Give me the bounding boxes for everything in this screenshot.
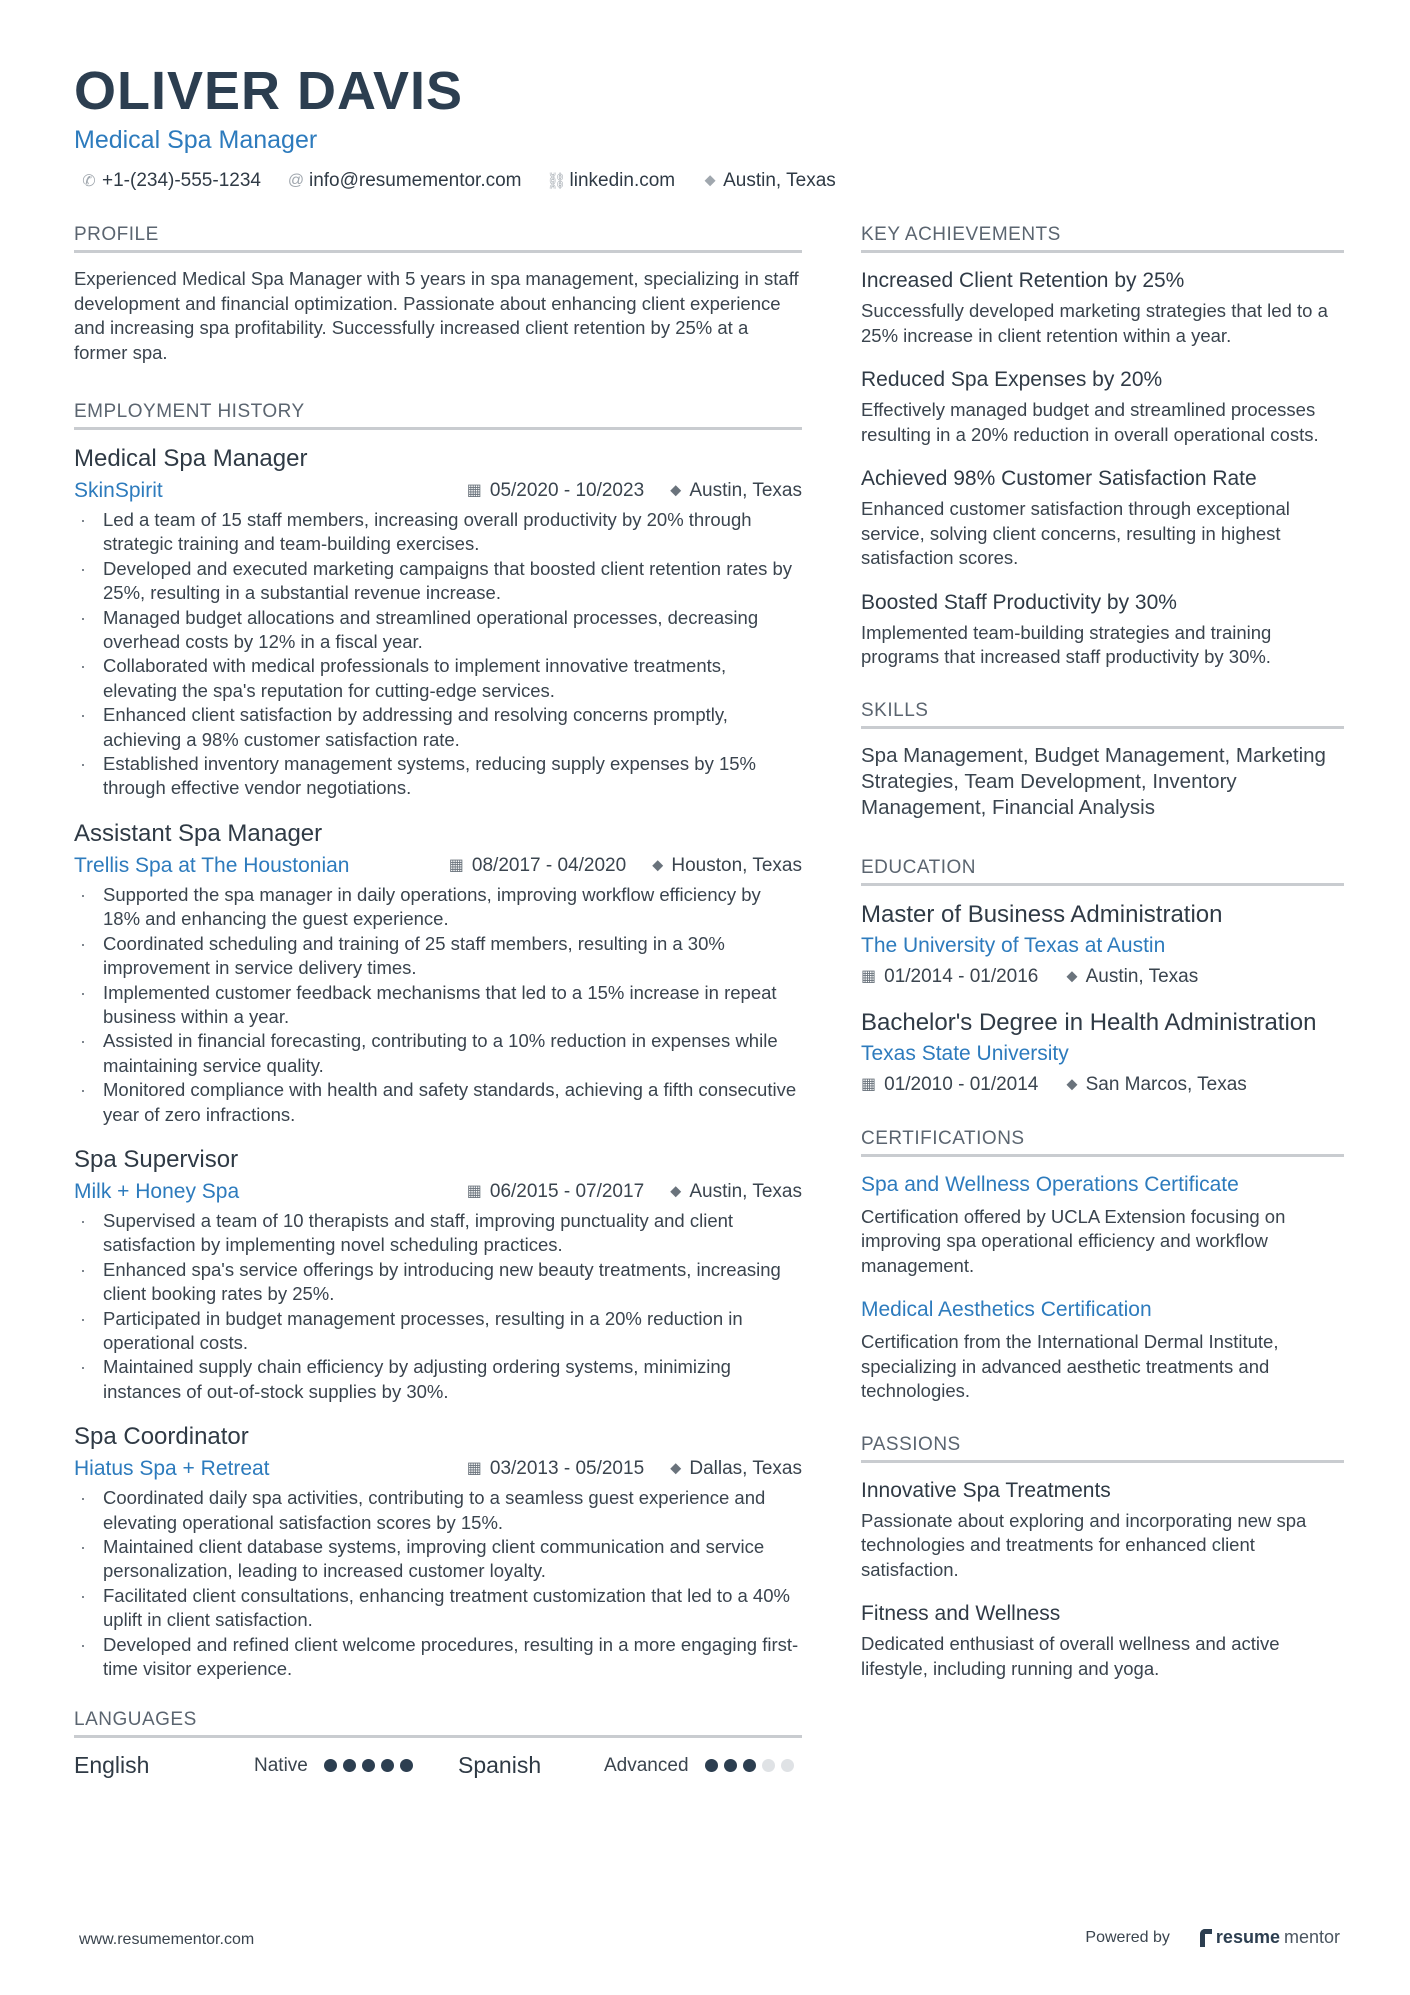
contact-email[interactable] [289,170,522,192]
certification-text: Certification offered by UCLA Extension focusing on improving spa operational efficiency and workflow management. [861,1205,1286,1276]
email-text: info@resumementor.com [308,170,522,191]
company-name: Hiatus Spa + Retreat [74,1457,270,1481]
languages-section [74,1709,802,1779]
right-column [861,224,1344,1717]
education-location-text: San Marcos, Texas [1085,1073,1247,1095]
job-dates-text: 06/2015 - 07/2017 [489,1180,645,1202]
linkedin-text: linkedin.com [569,170,676,191]
job-entry [74,444,802,801]
job-dates-text: 03/2013 - 05/2015 [489,1458,645,1480]
job-location-text: Dallas, Texas [689,1458,802,1480]
rating-dot [743,1759,756,1772]
job-bullet: · Managed budget allocations and streamlined operational processes, decreasing overhead costs by 12% in a fiscal year. [74,606,802,655]
powered-by-text: Powered by [1085,1928,1170,1946]
location-pin-icon: ⬥ [670,1460,682,1478]
company-name: Trellis Spa at The Houstonian [74,853,350,877]
job-location-text: Austin, Texas [689,1180,802,1202]
job-dates [449,853,626,879]
job-meta-right [467,1456,802,1482]
education-location-text: Austin, Texas [1085,965,1199,987]
rating-dot [381,1759,394,1772]
education-item [861,1008,1344,1098]
language-rating [705,1759,794,1772]
education-degree: Master of Business Administration [861,900,1223,928]
education-dates-text: 01/2014 - 01/2016 [884,965,1039,987]
job-bullet: · Supported the spa manager in daily operations, improving workflow efficiency by 18% and enhancing the guest experience. [74,883,802,932]
job-location [670,1179,802,1205]
section-title-education: EDUCATION [861,857,1344,886]
brand-mark-icon [1200,1929,1212,1947]
location-pin-icon: ⬥ [670,482,682,499]
contact-linkedin[interactable] [546,170,676,192]
achievement-text: Implemented team-building strategies and training programs that increased staff productivity by 30%. [861,621,1272,667]
location-pin-icon: ⬥ [670,1182,682,1200]
calendar-icon: ▦ [861,967,877,985]
education-school: The University of Texas at Austin [861,933,1166,957]
education-meta [861,1072,1344,1098]
job-bullet: · Supervised a team of 10 therapists and staff, improving punctuality and client satisfaction by implementing novel scheduling practices. [74,1209,802,1258]
location-pin-icon: ⬥ [1066,967,1078,985]
job-title: Medical Spa Manager [74,445,308,472]
passion-text: Dedicated enthusiast of overall wellness and active lifestyle, including running and yoga. [861,1633,1280,1679]
job-bullet: · Developed and executed marketing campaigns that boosted client retention rates by 25%, resulting in a substantial revenue increase. [74,557,802,606]
job-meta [74,1456,802,1482]
education-location [1066,964,1198,990]
job-title: Spa Coordinator [74,1423,249,1451]
job-bullets [74,1209,802,1404]
job-dates [467,1456,644,1482]
job-dates [467,1179,644,1205]
language-item [458,1752,802,1779]
language-name: Spanish [458,1752,542,1779]
location-text: Austin, Texas [723,170,836,191]
location-pin-icon: ⬥ [704,172,716,189]
rating-dot [400,1759,413,1772]
education-section [861,857,1344,1098]
job-location-text: Austin, Texas [689,480,802,501]
job-bullets [74,508,802,801]
passion-list [861,1477,1344,1682]
contact-bar [74,170,1344,192]
job-bullet: · Participated in budget management processes, resulting in a 20% reduction in operational costs. [74,1307,802,1356]
achievement-title: Increased Client Retention by 25% [861,269,1185,292]
job-location [670,1456,802,1482]
job-meta [74,853,802,879]
rating-dot [324,1759,337,1772]
language-level: Advanced [604,1754,689,1776]
job-meta-right [449,853,802,879]
brand-logo[interactable] [1200,1927,1340,1948]
calendar-icon: ▦ [466,1182,482,1200]
achievement-title: Reduced Spa Expenses by 20% [861,368,1163,391]
education-degree: Bachelor's Degree in Health Administration [861,1008,1317,1036]
job-bullet: · Collaborated with medical professionals to implement innovative treatments, elevating the spa's reputation for cutting-edge services. [74,654,802,703]
job-meta [74,1179,802,1205]
job-location [670,478,802,504]
section-title-achievements: KEY ACHIEVEMENTS [861,224,1344,253]
profile-section [74,224,802,365]
education-dates [861,964,1038,990]
candidate-role: Medical Spa Manager [74,126,318,154]
job-bullet: · Monitored compliance with health and safety standards, achieving a fifth consecutive year of zero infractions. [74,1078,802,1127]
job-bullet: · Developed and refined client welcome procedures, resulting in a more engaging first-time visitor experience. [74,1633,802,1682]
employment-section [74,401,802,1681]
job-entry [74,819,802,1127]
passion-item [861,1600,1344,1681]
job-meta-right [467,478,802,504]
education-dates-text: 01/2010 - 01/2014 [884,1073,1039,1095]
rating-dot [781,1759,794,1772]
phone-icon: ✆ [82,173,96,190]
job-bullet: · Coordinated daily spa activities, contributing to a seamless guest experience and elevating operational satisfaction scores by 15%. [74,1486,802,1535]
certification-text: Certification from the International Dermal Institute, specializing in advanced aesthetic treatments and technologies. [861,1331,1279,1401]
rating-dot [343,1759,356,1772]
resume-page [74,60,1344,1779]
calendar-icon: ▦ [861,1075,877,1093]
footer-branding [1085,1927,1340,1948]
section-title-profile: PROFILE [74,224,802,253]
passions-section [861,1434,1344,1682]
passion-title: Innovative Spa Treatments [861,1478,1111,1502]
job-location-text: Houston, Texas [671,854,802,876]
section-title-skills: SKILLS [861,700,1344,729]
achievement-list [861,267,1344,670]
education-item [861,900,1344,990]
at-icon: @ [287,172,305,189]
education-meta [861,964,1344,990]
calendar-icon: ▦ [466,482,482,499]
language-rating [324,1759,413,1772]
skills-section [861,700,1344,821]
contact-phone [82,170,261,192]
job-title: Assistant Spa Manager [74,819,323,847]
job-bullet: · Coordinated scheduling and training of 25 staff members, resulting in a 30% improvement in service delivery times. [74,932,802,981]
achievement-text: Enhanced customer satisfaction through exceptional service, solving client concerns, resulting in highest satisfaction scores. [861,498,1290,568]
contact-location [703,170,836,192]
job-title: Spa Supervisor [74,1145,239,1173]
job-dates-text: 08/2017 - 04/2020 [471,854,627,876]
certification-item [861,1296,1344,1404]
education-location [1066,1072,1246,1098]
passion-item [861,1477,1344,1583]
certification-item [861,1171,1344,1279]
language-item [74,1752,458,1779]
section-title-passions: PASSIONS [861,1434,1344,1463]
section-title-languages: LANGUAGES [74,1709,802,1738]
certification-title: Spa and Wellness Operations Certificate [861,1172,1239,1196]
profile-text: Experienced Medical Spa Manager with 5 years in spa management, specializing in staff development and financial optimization. Passionate about enhancing client experience and increasing spa profitability. Successfully increased client retention by 25% at a former spa. [74,268,799,363]
location-pin-icon: ⬥ [652,856,664,874]
section-title-employment: EMPLOYMENT HISTORY [74,401,802,430]
achievement-text: Effectively managed budget and streamlined processes resulting in a 20% reduction in overall operational costs. [861,399,1319,445]
job-meta [74,478,802,504]
education-school: Texas State University [861,1041,1069,1065]
location-pin-icon: ⬥ [1066,1075,1078,1093]
calendar-icon: ▦ [466,1460,482,1478]
certifications-section [861,1128,1344,1404]
job-bullet: · Assisted in financial forecasting, contributing to a 10% reduction in expenses while maintaining service quality. [74,1029,802,1078]
footer-website[interactable]: www.resumementor.com [79,1931,255,1948]
job-meta-right [467,1179,802,1205]
job-bullets [74,1486,802,1681]
section-title-certifications: CERTIFICATIONS [861,1128,1344,1157]
company-name: SkinSpirit [74,479,163,502]
job-bullet: · Established inventory management systems, reducing supply expenses by 15% through effective vendor negotiations. [74,752,802,801]
job-bullet: · Enhanced spa's service offerings by introducing new beauty treatments, increasing client booking rates by 25%. [74,1258,802,1307]
job-bullets [74,883,802,1127]
language-list [74,1752,802,1779]
skills-text: Spa Management, Budget Management, Marketing Strategies, Team Development, Inventory Management, Financial Analysis [861,743,1326,819]
calendar-icon: ▦ [448,856,464,874]
left-column [74,224,802,1815]
candidate-name: OLIVER DAVIS [74,61,464,121]
brand-name-light: mentor [1283,1927,1340,1947]
job-bullet: · Maintained client database systems, improving client communication and service personalization, leading to increased customer loyalty. [74,1535,802,1584]
job-bullet: · Led a team of 15 staff members, increasing overall productivity by 20% through strategic training and team-building exercises. [74,508,802,557]
passion-title: Fitness and Wellness [861,1602,1061,1625]
job-bullet: · Implemented customer feedback mechanisms that led to a 15% increase in repeat business within a year. [74,981,802,1030]
rating-dot [724,1759,737,1772]
job-bullet: · Enhanced client satisfaction by addressing and resolving concerns promptly, achieving a 98% customer satisfaction rate. [74,703,802,752]
education-list [861,900,1344,1098]
job-location [652,853,802,879]
phone-text: +1-(234)-555-1234 [102,170,261,191]
certification-list [861,1171,1344,1404]
achievement-item [861,267,1344,348]
education-dates [861,1072,1038,1098]
job-bullet: · Facilitated client consultations, enhancing treatment customization that led to a 40% uplift in client satisfaction. [74,1584,802,1633]
rating-dot [762,1759,775,1772]
job-list [74,444,802,1681]
job-dates [467,478,644,504]
achievement-title: Boosted Staff Productivity by 30% [861,590,1177,614]
achievement-item [861,366,1344,447]
language-name: English [74,1752,150,1779]
brand-name-bold: resume [1215,1927,1280,1947]
achievement-item [861,465,1344,571]
job-entry [74,1145,802,1404]
language-level: Native [254,1754,308,1776]
job-dates-text: 05/2020 - 10/2023 [489,480,645,501]
job-entry [74,1422,802,1681]
achievements-section [861,224,1344,670]
certification-title: Medical Aesthetics Certification [861,1298,1152,1321]
job-bullet: · Maintained supply chain efficiency by adjusting ordering systems, minimizing instances of out-of-stock supplies by 30%. [74,1355,802,1404]
passion-text: Passionate about exploring and incorporating new spa technologies and treatments for enhanced client satisfaction. [861,1509,1307,1580]
achievement-item [861,589,1344,670]
company-name: Milk + Honey Spa [74,1179,240,1203]
achievement-text: Successfully developed marketing strategies that led to a 25% increase in client retention within a year. [861,300,1328,346]
link-icon: ⛓ [546,173,567,190]
rating-dot [362,1759,375,1772]
achievement-title: Achieved 98% Customer Satisfaction Rate [861,467,1257,490]
rating-dot [705,1759,718,1772]
